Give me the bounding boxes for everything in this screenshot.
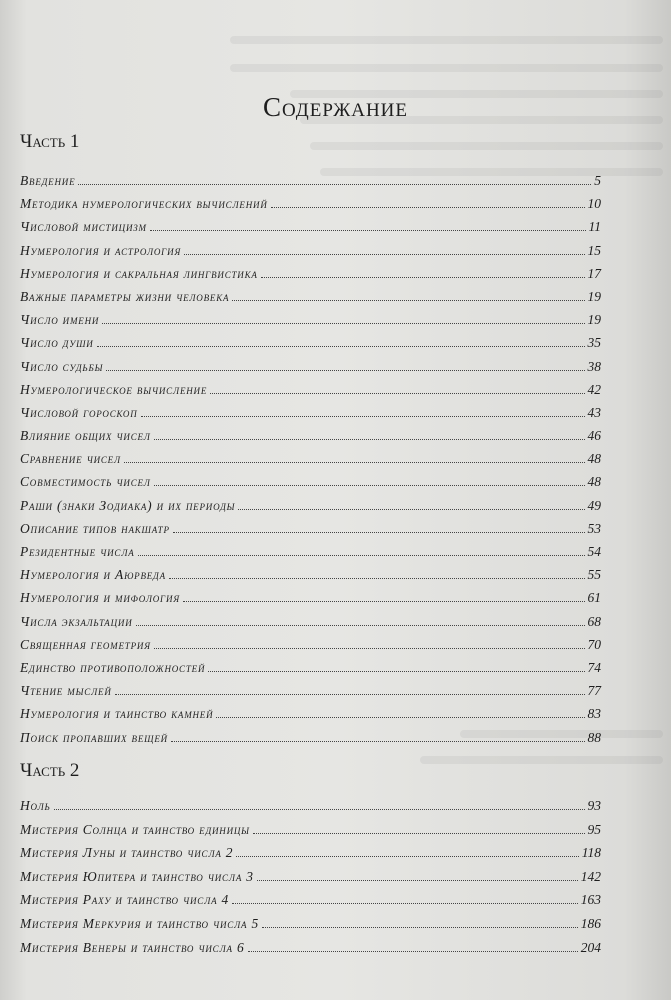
toc-entry (20, 173, 601, 196)
page-title: Содержание (262, 92, 409, 123)
toc-entry-title: Введение (20, 173, 76, 188)
toc-entry (20, 405, 601, 428)
bleed-through-line (230, 64, 663, 72)
toc-entry-title: Совместимость чисел (20, 474, 151, 490)
toc-entry-title: Мистерия Меркурия и таинство числа 5 (20, 915, 260, 931)
dot-leader (124, 462, 585, 463)
toc-entry-title: Мистерия Луны и таинство числа 2 (20, 845, 234, 861)
toc-entry (20, 521, 601, 544)
toc-entry-title: Нумерология и Аюрведа (20, 567, 166, 583)
toc-entry-title: Описание типов накшатр (20, 520, 170, 536)
dot-leader (154, 485, 585, 486)
toc-entry-title: Мистерия Юпитера и таинство числа 3 (20, 868, 254, 884)
dot-leader (102, 323, 584, 324)
toc-entry (20, 335, 601, 358)
dot-leader (154, 648, 585, 649)
toc-entry-title: Мистерия Солнца и таинство единицы (20, 821, 250, 837)
toc-entry-page: 88 (587, 729, 601, 745)
dot-leader (141, 416, 585, 417)
toc-entry (20, 892, 601, 916)
toc-entry-page: 142 (580, 868, 601, 884)
toc-entry (20, 706, 601, 729)
toc-entry (20, 730, 601, 753)
toc-entry (20, 196, 601, 219)
dot-leader (184, 254, 584, 255)
toc-entry-page: 83 (587, 706, 601, 722)
dot-leader (216, 717, 584, 718)
dot-leader (210, 393, 584, 394)
toc-entry-page: 186 (580, 915, 601, 931)
toc-entry-title: Нумерологическое вычисление (20, 381, 208, 397)
toc-entry (20, 243, 601, 266)
toc-entry-page: 46 (587, 428, 601, 444)
dot-leader (232, 300, 584, 301)
toc-entry-page: 61 (587, 590, 601, 606)
dot-leader (238, 509, 584, 510)
part-1-heading: Часть 1 (20, 131, 80, 152)
bleed-through-line (420, 756, 663, 764)
toc-entry (20, 428, 601, 451)
toc-entry (20, 474, 601, 497)
toc-part-1 (20, 173, 601, 753)
toc-entry (20, 382, 601, 405)
toc-entry-title: Число имени (20, 312, 100, 328)
dot-leader (106, 370, 584, 371)
toc-entry-title: Мистерия Раху и таинство числа 4 (20, 892, 230, 908)
toc-entry-page: 48 (587, 451, 601, 467)
part-2-heading: Часть 2 (20, 760, 80, 781)
toc-entry-page: 55 (587, 567, 601, 583)
toc-part-2 (20, 798, 601, 963)
toc-entry-page: 19 (587, 288, 601, 304)
toc-entry-page: 118 (581, 845, 601, 861)
toc-entry (20, 637, 601, 660)
toc-entry-page: 77 (587, 683, 601, 699)
toc-entry (20, 590, 601, 613)
toc-entry (20, 869, 601, 893)
toc-entry-page: 54 (587, 544, 601, 559)
dot-leader (171, 741, 585, 742)
dot-leader (169, 578, 585, 579)
toc-entry (20, 845, 601, 869)
dot-leader (150, 230, 586, 231)
toc-entry-page: 38 (587, 358, 601, 374)
dot-leader (136, 625, 585, 626)
toc-entry-title: Раши (знаки Зодиака) и их периоды (20, 497, 236, 513)
dot-leader (78, 184, 591, 185)
toc-entry-title: Число души (20, 335, 94, 351)
toc-entry-page: 70 (587, 636, 601, 652)
toc-entry-title: Важные параметры жизни человека (20, 288, 230, 304)
toc-entry-page: 93 (587, 798, 601, 813)
toc-entry-page: 5 (594, 173, 601, 188)
toc-entry-title: Сравнение чисел (20, 451, 121, 467)
toc-entry-title: Ноль (20, 798, 51, 813)
toc-entry (20, 451, 601, 474)
toc-entry-title: Нумерология и астрология (20, 242, 182, 258)
toc-entry-title: Нумерология и таинство камней (20, 706, 214, 722)
dot-leader (257, 880, 578, 881)
toc-entry-title: Числовой мистицизм (20, 219, 147, 235)
dot-leader (173, 532, 585, 533)
toc-entry-title: Чтение мыслей (20, 683, 112, 699)
toc-entry-page: 95 (587, 821, 601, 837)
toc-entry-page: 43 (587, 404, 601, 420)
toc-entry (20, 544, 601, 567)
toc-entry-title: Нумерология и сакральная лингвистика (20, 265, 258, 281)
toc-entry-page: 19 (587, 312, 601, 328)
dot-leader (54, 809, 585, 810)
toc-entry (20, 219, 601, 242)
bleed-through-line (230, 36, 663, 44)
toc-entry (20, 940, 601, 964)
toc-entry-title: Поиск пропавших вещей (20, 729, 168, 745)
toc-entry (20, 567, 601, 590)
toc-entry (20, 614, 601, 637)
toc-entry (20, 289, 601, 312)
toc-entry (20, 266, 601, 289)
toc-entry-title: Единство противоположностей (20, 659, 206, 675)
toc-entry (20, 798, 601, 822)
toc-entry-page: 68 (587, 613, 601, 629)
dot-leader (232, 903, 578, 904)
toc-entry (20, 683, 601, 706)
toc-entry-page: 48 (587, 474, 601, 490)
toc-entry-page: 15 (587, 242, 601, 258)
toc-entry-title: Числа экзальтации (20, 613, 133, 629)
toc-entry (20, 359, 601, 382)
toc-entry-page: 17 (587, 265, 601, 281)
dot-leader (261, 277, 585, 278)
dot-leader (271, 207, 585, 208)
toc-entry-title: Резидентные числа (20, 544, 135, 559)
toc-entry-page: 35 (587, 335, 601, 351)
toc-entry-page: 74 (587, 659, 601, 675)
dot-leader (248, 951, 578, 952)
toc-entry-page: 163 (580, 892, 601, 908)
toc-entry-page: 11 (588, 219, 601, 235)
dot-leader (262, 927, 578, 928)
toc-entry-title: Число судьбы (20, 358, 104, 374)
toc-entry-page: 10 (587, 196, 601, 212)
dot-leader (183, 601, 585, 602)
dot-leader (253, 833, 585, 834)
dot-leader (154, 439, 585, 440)
toc-entry (20, 498, 601, 521)
toc-entry-title: Влияние общих чисел (20, 428, 151, 444)
toc-entry-title: Числовой гороскоп (20, 404, 138, 420)
toc-entry-title: Мистерия Венеры и таинство числа 6 (20, 939, 245, 955)
dot-leader (138, 555, 585, 556)
toc-entry (20, 822, 601, 846)
toc-entry-page: 49 (587, 497, 601, 513)
toc-entry-page: 42 (587, 381, 601, 397)
dot-leader (97, 346, 585, 347)
toc-entry-page: 204 (580, 939, 601, 955)
toc-entry-title: Священная геометрия (20, 636, 151, 652)
dot-leader (115, 694, 585, 695)
toc-entry (20, 312, 601, 335)
toc-entry (20, 916, 601, 940)
toc-entry-page: 53 (587, 520, 601, 536)
bleed-through-line (310, 142, 663, 150)
dot-leader (208, 671, 584, 672)
dot-leader (236, 856, 578, 857)
toc-entry-title: Нумерология и мифология (20, 590, 180, 606)
toc-entry (20, 660, 601, 683)
toc-entry-title: Методика нумерологических вычислений (20, 196, 268, 212)
